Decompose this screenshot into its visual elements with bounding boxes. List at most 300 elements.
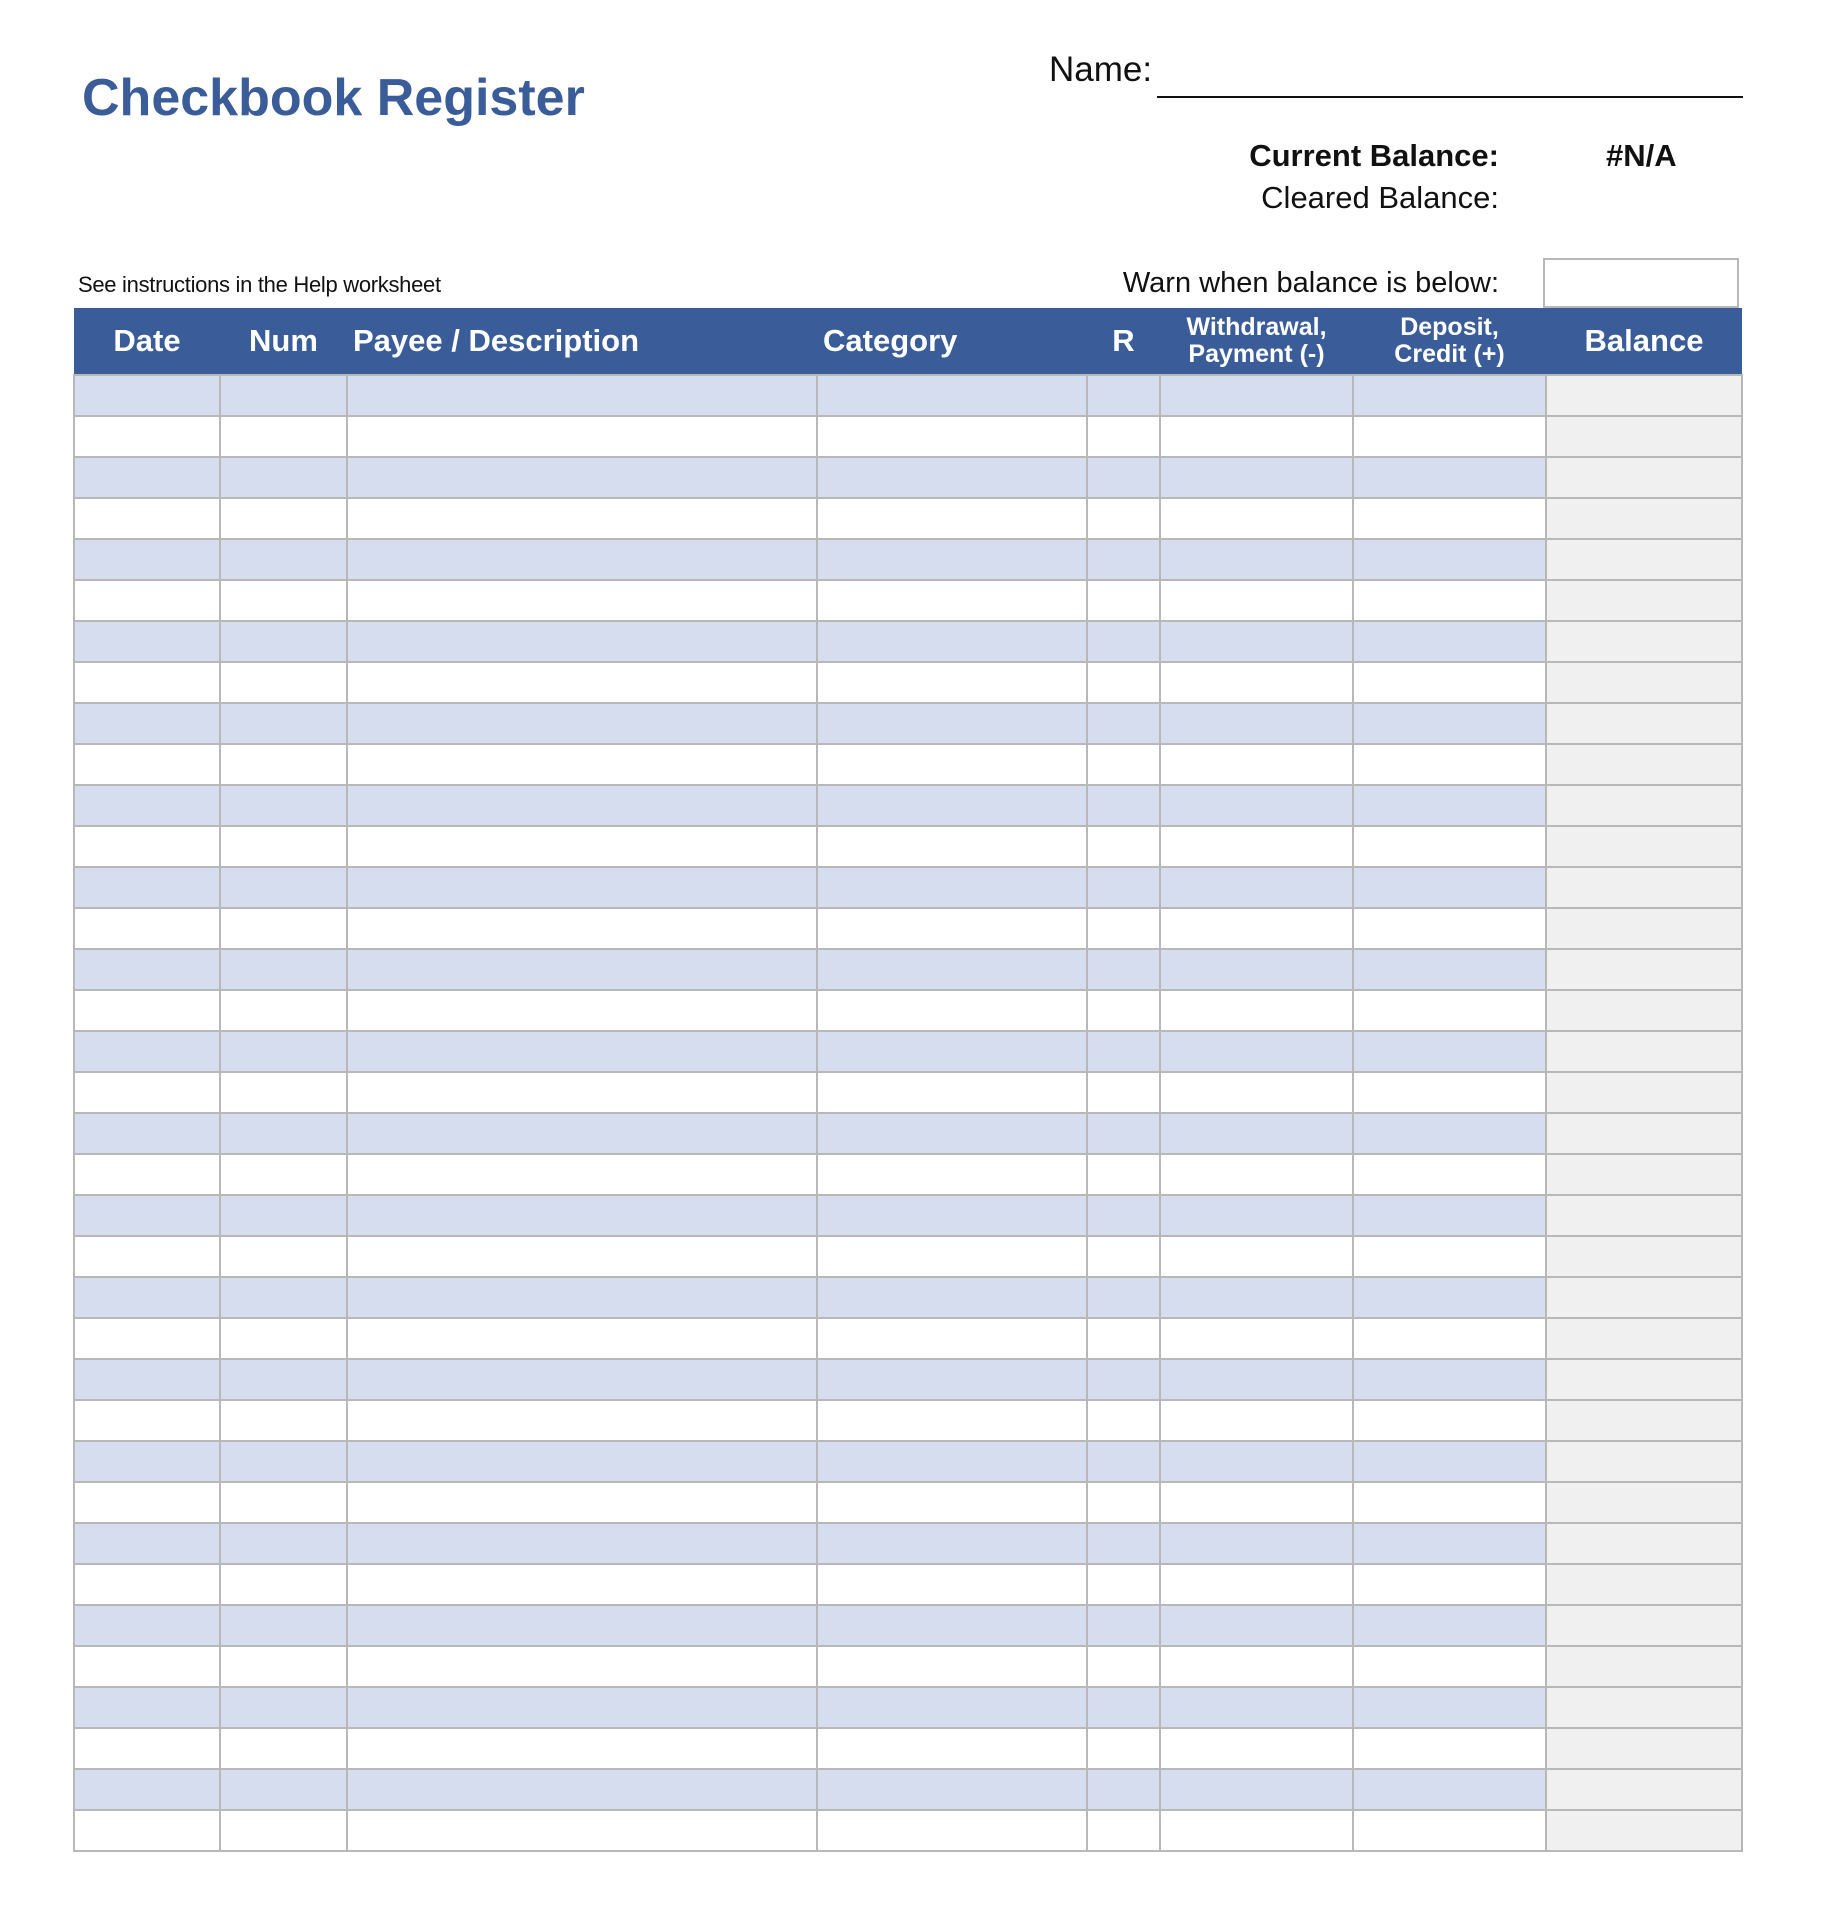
category-cell[interactable] [817, 457, 1087, 498]
reconciled-cell[interactable] [1087, 990, 1160, 1031]
date-cell[interactable] [74, 1605, 220, 1646]
num-cell[interactable] [220, 1195, 347, 1236]
num-cell[interactable] [220, 1564, 347, 1605]
category-cell[interactable] [817, 785, 1087, 826]
balance-cell [1546, 539, 1742, 580]
column-header-payee: Payee / Description [347, 308, 817, 375]
num-cell[interactable] [220, 1769, 347, 1810]
date-cell[interactable] [74, 1400, 220, 1441]
payee-cell[interactable] [347, 1236, 817, 1277]
withdrawal-cell[interactable] [1160, 867, 1353, 908]
payee-cell[interactable] [347, 1810, 817, 1851]
category-cell[interactable] [817, 1564, 1087, 1605]
category-cell[interactable] [817, 1687, 1087, 1728]
payee-cell[interactable] [347, 1482, 817, 1523]
deposit-cell[interactable] [1353, 539, 1546, 580]
withdrawal-cell[interactable] [1160, 1072, 1353, 1113]
num-cell[interactable] [220, 621, 347, 662]
withdrawal-cell[interactable] [1160, 375, 1353, 416]
num-cell[interactable] [220, 1400, 347, 1441]
table-row [74, 457, 1742, 498]
reconciled-cell[interactable] [1087, 1646, 1160, 1687]
payee-cell[interactable] [347, 375, 817, 416]
register-body [74, 375, 1742, 1851]
withdrawal-cell[interactable] [1160, 1810, 1353, 1851]
date-cell[interactable] [74, 703, 220, 744]
cleared-balance-label: Cleared Balance: [1261, 180, 1499, 215]
payee-cell[interactable] [347, 662, 817, 703]
withdrawal-cell[interactable] [1160, 1441, 1353, 1482]
withdrawal-cell[interactable] [1160, 1769, 1353, 1810]
date-cell[interactable] [74, 1113, 220, 1154]
table-row [74, 1154, 1742, 1195]
payee-cell[interactable] [347, 621, 817, 662]
payee-cell[interactable] [347, 539, 817, 580]
category-cell[interactable] [817, 1605, 1087, 1646]
table-row [74, 867, 1742, 908]
reconciled-cell[interactable] [1087, 1564, 1160, 1605]
num-cell[interactable] [220, 1605, 347, 1646]
payee-cell[interactable] [347, 703, 817, 744]
withdrawal-cell[interactable] [1160, 1646, 1353, 1687]
deposit-cell[interactable] [1353, 416, 1546, 457]
reconciled-cell[interactable] [1087, 621, 1160, 662]
payee-cell[interactable] [347, 1277, 817, 1318]
table-row [74, 1523, 1742, 1564]
num-cell[interactable] [220, 1236, 347, 1277]
reconciled-cell[interactable] [1087, 375, 1160, 416]
date-cell[interactable] [74, 539, 220, 580]
reconciled-cell[interactable] [1087, 416, 1160, 457]
category-cell[interactable] [817, 1318, 1087, 1359]
category-cell[interactable] [817, 744, 1087, 785]
register-table [73, 308, 1743, 1852]
payee-cell[interactable] [347, 1687, 817, 1728]
date-cell[interactable] [74, 1277, 220, 1318]
deposit-cell[interactable] [1353, 1605, 1546, 1646]
withdrawal-cell[interactable] [1160, 908, 1353, 949]
date-cell[interactable] [74, 1523, 220, 1564]
date-cell[interactable] [74, 416, 220, 457]
deposit-cell[interactable] [1353, 1072, 1546, 1113]
date-cell[interactable] [74, 1072, 220, 1113]
num-cell[interactable] [220, 990, 347, 1031]
withdrawal-cell[interactable] [1160, 498, 1353, 539]
name-row [1049, 50, 1743, 98]
reconciled-cell[interactable] [1087, 703, 1160, 744]
payee-cell[interactable] [347, 1769, 817, 1810]
deposit-cell[interactable] [1353, 744, 1546, 785]
reconciled-cell[interactable] [1087, 1605, 1160, 1646]
num-cell[interactable] [220, 1031, 347, 1072]
num-cell[interactable] [220, 1441, 347, 1482]
num-cell[interactable] [220, 416, 347, 457]
payee-cell[interactable] [347, 990, 817, 1031]
category-cell[interactable] [817, 908, 1087, 949]
withdrawal-cell[interactable] [1160, 1564, 1353, 1605]
date-cell[interactable] [74, 1564, 220, 1605]
date-cell[interactable] [74, 375, 220, 416]
date-cell[interactable] [74, 1154, 220, 1195]
deposit-cell[interactable] [1353, 1441, 1546, 1482]
column-header-date: Date [74, 308, 220, 375]
num-cell[interactable] [220, 949, 347, 990]
withdrawal-cell[interactable] [1160, 744, 1353, 785]
payee-cell[interactable] [347, 1031, 817, 1072]
deposit-cell[interactable] [1353, 1031, 1546, 1072]
deposit-cell[interactable] [1353, 621, 1546, 662]
withdrawal-cell[interactable] [1160, 580, 1353, 621]
table-row [74, 580, 1742, 621]
reconciled-cell[interactable] [1087, 867, 1160, 908]
payee-cell[interactable] [347, 1523, 817, 1564]
deposit-cell[interactable] [1353, 1154, 1546, 1195]
reconciled-cell[interactable] [1087, 949, 1160, 990]
date-cell[interactable] [74, 1441, 220, 1482]
date-cell[interactable] [74, 1195, 220, 1236]
category-cell[interactable] [817, 1277, 1087, 1318]
reconciled-cell[interactable] [1087, 1154, 1160, 1195]
date-cell[interactable] [74, 867, 220, 908]
num-cell[interactable] [220, 1810, 347, 1851]
date-cell[interactable] [74, 826, 220, 867]
payee-cell[interactable] [347, 1441, 817, 1482]
table-row [74, 1605, 1742, 1646]
category-cell[interactable] [817, 580, 1087, 621]
deposit-cell[interactable] [1353, 1318, 1546, 1359]
num-cell[interactable] [220, 457, 347, 498]
date-cell[interactable] [74, 1646, 220, 1687]
category-cell[interactable] [817, 1113, 1087, 1154]
category-cell[interactable] [817, 1810, 1087, 1851]
date-cell[interactable] [74, 1359, 220, 1400]
reconciled-cell[interactable] [1087, 1482, 1160, 1523]
num-cell[interactable] [220, 785, 347, 826]
name-field[interactable] [1157, 56, 1743, 98]
balance-cell [1546, 826, 1742, 867]
num-cell[interactable] [220, 539, 347, 580]
reconciled-cell[interactable] [1087, 1113, 1160, 1154]
balance-cell [1546, 1154, 1742, 1195]
withdrawal-cell[interactable] [1160, 1605, 1353, 1646]
deposit-cell[interactable] [1353, 457, 1546, 498]
table-row [74, 621, 1742, 662]
balance-cell [1546, 1441, 1742, 1482]
withdrawal-cell[interactable] [1160, 949, 1353, 990]
payee-cell[interactable] [347, 1154, 817, 1195]
current-balance-value: #N/A [1606, 138, 1677, 173]
payee-cell[interactable] [347, 1728, 817, 1769]
warn-balance-label: Warn when balance is below: [1122, 267, 1499, 299]
withdrawal-cell[interactable] [1160, 1318, 1353, 1359]
reconciled-cell[interactable] [1087, 908, 1160, 949]
reconciled-cell[interactable] [1087, 744, 1160, 785]
reconciled-cell[interactable] [1087, 580, 1160, 621]
withdrawal-cell[interactable] [1160, 1482, 1353, 1523]
category-cell[interactable] [817, 662, 1087, 703]
deposit-cell[interactable] [1353, 949, 1546, 990]
column-header-reconciled: R [1087, 308, 1160, 375]
deposit-cell[interactable] [1353, 1277, 1546, 1318]
num-cell[interactable] [220, 662, 347, 703]
num-cell[interactable] [220, 908, 347, 949]
date-cell[interactable] [74, 498, 220, 539]
balance-cell [1546, 1113, 1742, 1154]
withdrawal-cell[interactable] [1160, 1031, 1353, 1072]
payee-cell[interactable] [347, 826, 817, 867]
payee-cell[interactable] [347, 949, 817, 990]
reconciled-cell[interactable] [1087, 662, 1160, 703]
num-cell[interactable] [220, 1154, 347, 1195]
category-cell[interactable] [817, 1441, 1087, 1482]
category-cell[interactable] [817, 539, 1087, 580]
withdrawal-cell[interactable] [1160, 1236, 1353, 1277]
date-cell[interactable] [74, 1687, 220, 1728]
date-cell[interactable] [74, 457, 220, 498]
page-title: Checkbook Register [82, 69, 585, 127]
num-cell[interactable] [220, 1728, 347, 1769]
category-cell[interactable] [817, 1195, 1087, 1236]
payee-cell[interactable] [347, 1605, 817, 1646]
num-cell[interactable] [220, 744, 347, 785]
column-header-withdrawal: Withdrawal, Payment (-) [1160, 308, 1353, 375]
payee-cell[interactable] [347, 867, 817, 908]
payee-cell[interactable] [347, 908, 817, 949]
deposit-cell[interactable] [1353, 1400, 1546, 1441]
withdrawal-cell[interactable] [1160, 416, 1353, 457]
balance-cell [1546, 867, 1742, 908]
table-row [74, 1810, 1742, 1851]
reconciled-cell[interactable] [1087, 1072, 1160, 1113]
reconciled-cell[interactable] [1087, 1318, 1160, 1359]
reconciled-cell[interactable] [1087, 785, 1160, 826]
withdrawal-cell[interactable] [1160, 1195, 1353, 1236]
reconciled-cell[interactable] [1087, 1769, 1160, 1810]
category-cell[interactable] [817, 416, 1087, 457]
payee-cell[interactable] [347, 580, 817, 621]
deposit-cell[interactable] [1353, 1646, 1546, 1687]
balance-cell [1546, 990, 1742, 1031]
balance-cell [1546, 1605, 1742, 1646]
deposit-cell[interactable] [1353, 375, 1546, 416]
withdrawal-cell[interactable] [1160, 1728, 1353, 1769]
payee-cell[interactable] [347, 1359, 817, 1400]
category-cell[interactable] [817, 1646, 1087, 1687]
payee-cell[interactable] [347, 1113, 817, 1154]
warn-balance-input[interactable] [1543, 258, 1739, 308]
category-cell[interactable] [817, 1728, 1087, 1769]
num-cell[interactable] [220, 1646, 347, 1687]
num-cell[interactable] [220, 1523, 347, 1564]
withdrawal-cell[interactable] [1160, 457, 1353, 498]
balance-cell [1546, 1810, 1742, 1851]
category-cell[interactable] [817, 1236, 1087, 1277]
num-cell[interactable] [220, 826, 347, 867]
date-cell[interactable] [74, 1810, 220, 1851]
withdrawal-cell[interactable] [1160, 1359, 1353, 1400]
withdrawal-cell[interactable] [1160, 662, 1353, 703]
table-row [74, 990, 1742, 1031]
withdrawal-cell[interactable] [1160, 703, 1353, 744]
date-cell[interactable] [74, 785, 220, 826]
deposit-cell[interactable] [1353, 867, 1546, 908]
deposit-cell[interactable] [1353, 1195, 1546, 1236]
deposit-cell[interactable] [1353, 580, 1546, 621]
reconciled-cell[interactable] [1087, 1810, 1160, 1851]
num-cell[interactable] [220, 867, 347, 908]
table-row [74, 416, 1742, 457]
withdrawal-cell[interactable] [1160, 990, 1353, 1031]
num-cell[interactable] [220, 1072, 347, 1113]
date-cell[interactable] [74, 580, 220, 621]
table-row [74, 1031, 1742, 1072]
balance-cell [1546, 1195, 1742, 1236]
category-cell[interactable] [817, 375, 1087, 416]
reconciled-cell[interactable] [1087, 1236, 1160, 1277]
table-row [74, 539, 1742, 580]
num-cell[interactable] [220, 1113, 347, 1154]
table-row [74, 1687, 1742, 1728]
category-cell[interactable] [817, 1072, 1087, 1113]
deposit-cell[interactable] [1353, 1482, 1546, 1523]
reconciled-cell[interactable] [1087, 1277, 1160, 1318]
withdrawal-cell[interactable] [1160, 1523, 1353, 1564]
balance-cell [1546, 1728, 1742, 1769]
num-cell[interactable] [220, 1318, 347, 1359]
withdrawal-cell[interactable] [1160, 1687, 1353, 1728]
balance-cell [1546, 949, 1742, 990]
payee-cell[interactable] [347, 1564, 817, 1605]
category-cell[interactable] [817, 621, 1087, 662]
balance-cell [1546, 375, 1742, 416]
reconciled-cell[interactable] [1087, 1687, 1160, 1728]
deposit-cell[interactable] [1353, 703, 1546, 744]
payee-cell[interactable] [347, 1400, 817, 1441]
category-cell[interactable] [817, 1031, 1087, 1072]
category-cell[interactable] [817, 1154, 1087, 1195]
deposit-cell[interactable] [1353, 908, 1546, 949]
table-row [74, 908, 1742, 949]
num-cell[interactable] [220, 375, 347, 416]
deposit-cell[interactable] [1353, 1359, 1546, 1400]
date-cell[interactable] [74, 621, 220, 662]
deposit-cell[interactable] [1353, 826, 1546, 867]
payee-cell[interactable] [347, 785, 817, 826]
reconciled-cell[interactable] [1087, 1031, 1160, 1072]
reconciled-cell[interactable] [1087, 1728, 1160, 1769]
payee-cell[interactable] [347, 1646, 817, 1687]
balance-cell [1546, 1031, 1742, 1072]
date-cell[interactable] [74, 744, 220, 785]
category-cell[interactable] [817, 1400, 1087, 1441]
balance-cell [1546, 498, 1742, 539]
table-row [74, 826, 1742, 867]
deposit-cell[interactable] [1353, 1236, 1546, 1277]
category-cell[interactable] [817, 949, 1087, 990]
deposit-cell[interactable] [1353, 1523, 1546, 1564]
num-cell[interactable] [220, 498, 347, 539]
date-cell[interactable] [74, 1318, 220, 1359]
date-cell[interactable] [74, 1031, 220, 1072]
balance-cell [1546, 703, 1742, 744]
reconciled-cell[interactable] [1087, 498, 1160, 539]
payee-cell[interactable] [347, 1072, 817, 1113]
deposit-cell[interactable] [1353, 498, 1546, 539]
category-cell[interactable] [817, 1359, 1087, 1400]
num-cell[interactable] [220, 1687, 347, 1728]
category-cell[interactable] [817, 1482, 1087, 1523]
deposit-cell[interactable] [1353, 1728, 1546, 1769]
payee-cell[interactable] [347, 457, 817, 498]
date-cell[interactable] [74, 1728, 220, 1769]
num-cell[interactable] [220, 1482, 347, 1523]
withdrawal-cell[interactable] [1160, 1277, 1353, 1318]
date-cell[interactable] [74, 1236, 220, 1277]
payee-cell[interactable] [347, 498, 817, 539]
deposit-cell[interactable] [1353, 1810, 1546, 1851]
reconciled-cell[interactable] [1087, 1441, 1160, 1482]
payee-cell[interactable] [347, 744, 817, 785]
deposit-cell[interactable] [1353, 1113, 1546, 1154]
reconciled-cell[interactable] [1087, 1359, 1160, 1400]
table-row [74, 1359, 1742, 1400]
date-cell[interactable] [74, 908, 220, 949]
withdrawal-cell[interactable] [1160, 785, 1353, 826]
payee-cell[interactable] [347, 416, 817, 457]
payee-cell[interactable] [347, 1195, 817, 1236]
current-balance-label: Current Balance: [1249, 138, 1499, 173]
payee-cell[interactable] [347, 1318, 817, 1359]
reconciled-cell[interactable] [1087, 826, 1160, 867]
withdrawal-cell[interactable] [1160, 539, 1353, 580]
num-cell[interactable] [220, 1277, 347, 1318]
deposit-cell[interactable] [1353, 1769, 1546, 1810]
column-header-category: Category [817, 308, 1087, 375]
reconciled-cell[interactable] [1087, 1523, 1160, 1564]
category-cell[interactable] [817, 1523, 1087, 1564]
withdrawal-cell[interactable] [1160, 1154, 1353, 1195]
category-cell[interactable] [817, 703, 1087, 744]
category-cell[interactable] [817, 990, 1087, 1031]
date-cell[interactable] [74, 1482, 220, 1523]
date-cell[interactable] [74, 1769, 220, 1810]
deposit-cell[interactable] [1353, 990, 1546, 1031]
category-cell[interactable] [817, 867, 1087, 908]
date-cell[interactable] [74, 949, 220, 990]
deposit-cell[interactable] [1353, 1687, 1546, 1728]
reconciled-cell[interactable] [1087, 1400, 1160, 1441]
num-cell[interactable] [220, 580, 347, 621]
category-cell[interactable] [817, 826, 1087, 867]
withdrawal-cell[interactable] [1160, 1400, 1353, 1441]
withdrawal-cell[interactable] [1160, 1113, 1353, 1154]
num-cell[interactable] [220, 703, 347, 744]
reconciled-cell[interactable] [1087, 1195, 1160, 1236]
deposit-cell[interactable] [1353, 1564, 1546, 1605]
category-cell[interactable] [817, 1769, 1087, 1810]
balance-cell [1546, 1277, 1742, 1318]
date-cell[interactable] [74, 990, 220, 1031]
reconciled-cell[interactable] [1087, 457, 1160, 498]
num-cell[interactable] [220, 1359, 347, 1400]
deposit-cell[interactable] [1353, 785, 1546, 826]
withdrawal-cell[interactable] [1160, 621, 1353, 662]
withdrawal-cell[interactable] [1160, 826, 1353, 867]
date-cell[interactable] [74, 662, 220, 703]
deposit-cell[interactable] [1353, 662, 1546, 703]
category-cell[interactable] [817, 498, 1087, 539]
reconciled-cell[interactable] [1087, 539, 1160, 580]
